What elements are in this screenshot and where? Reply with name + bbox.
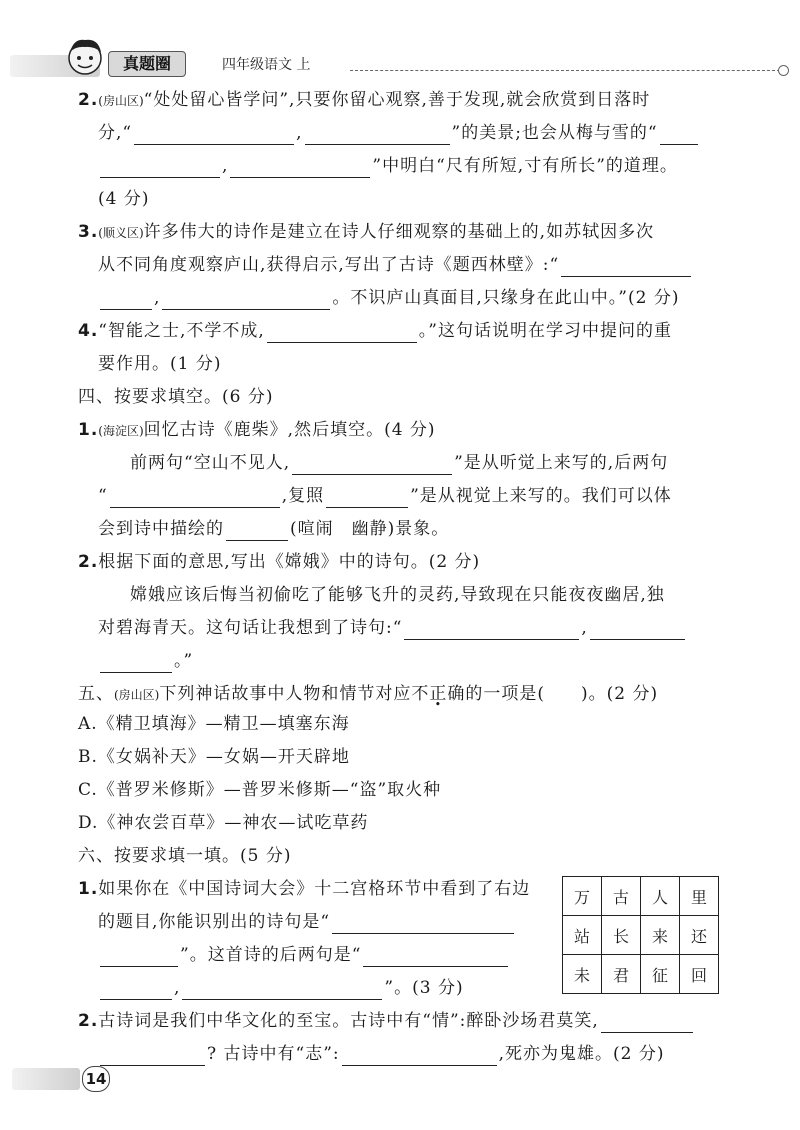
sec6-q2-line2: ? 古诗中有“志”: ,死亦为鬼雄。(2 分): [98, 1042, 665, 1066]
header-subtitle: 四年级语文 上: [222, 57, 311, 73]
header-divider: [350, 70, 780, 71]
answer-blank[interactable]: [100, 948, 178, 967]
sec4-q2-title: 2.根据下面的意思,写出《嫦娥》中的诗句。(2 分): [78, 552, 481, 572]
answer-blank[interactable]: [134, 126, 294, 145]
sec6-q1-line4: , ”。(3 分): [98, 976, 464, 1000]
poem-character-grid: [562, 876, 719, 994]
section5-title: 五、(房山区)下列神话故事中人物和情节对应不正确的一项是( )。(2 分): [78, 684, 659, 704]
option-d: D.《神农尝百草》—神农—试吃草药: [78, 813, 369, 833]
grid-row: [563, 955, 719, 994]
sec6-q2-line1: 2.古诗词是我们中华文化的至宝。古诗中有“情”:醉卧沙场君莫笑,: [78, 1009, 695, 1033]
option-a: A.《精卫填海》—精卫—填塞东海: [78, 714, 350, 734]
answer-blank[interactable]: [162, 291, 330, 310]
header-badge: 真题圈: [108, 51, 186, 77]
section6-title: 六、按要求填一填。(5 分): [78, 846, 292, 866]
grid-row: [563, 916, 719, 955]
answer-blank[interactable]: [110, 489, 280, 508]
grid-row: [563, 877, 719, 916]
sec4-q1-line1: 前两句“空山不见人, ”是从听觉上来写的,后两句: [130, 453, 669, 473]
grid-cell[interactable]: 里: [680, 877, 719, 916]
grid-cell[interactable]: 还: [680, 916, 719, 955]
answer-blank[interactable]: [404, 621, 579, 640]
grid-cell[interactable]: 未: [563, 955, 602, 994]
answer-blank[interactable]: [342, 1047, 497, 1066]
section4-title: 四、按要求填空。(6 分): [78, 387, 274, 407]
sec4-q1-line3: 会到诗中描绘的 (喧闹 幽静)景象。: [98, 519, 450, 539]
header-divider-end: [778, 65, 789, 76]
answer-blank[interactable]: [363, 948, 508, 967]
option-c: C.《普罗米修斯》—普罗米修斯—“盗”取火种: [78, 780, 442, 800]
grid-cell[interactable]: 万: [563, 877, 602, 916]
answer-blank[interactable]: [230, 159, 370, 178]
sec4-q2-line2: 对碧海青天。这句话让我想到了诗句:“ ,: [98, 616, 687, 640]
sec4-q2-line3: 。”: [98, 649, 193, 673]
sec4-q1-line2: “ ,复照 ”是从视觉上来写的。我们可以体: [98, 486, 672, 506]
q4-line1: 4.“智能之士,不学不成, 。”这句话说明在学习中提问的重: [78, 321, 672, 341]
answer-blank[interactable]: [292, 456, 452, 475]
answer-blank[interactable]: [100, 159, 220, 178]
answer-blank[interactable]: [100, 291, 152, 310]
q2-line4: (4 分): [98, 189, 150, 209]
sec4-q2-line1: 嫦娥应该后悔当初偷吃了能够飞升的灵药,导致现在只能夜夜幽居,独: [130, 585, 665, 605]
answer-blank[interactable]: [100, 981, 172, 1000]
answer-blank[interactable]: [182, 981, 382, 1000]
sec4-q1-title: 1.(海淀区)回忆古诗《鹿柴》,然后填空。(4 分): [78, 420, 436, 440]
q3-line1: 3.(顺义区)许多伟大的诗作是建立在诗人仔细观察的基础上的,如苏轼因多次: [78, 222, 655, 242]
grid-cell[interactable]: 回: [680, 955, 719, 994]
answer-blank[interactable]: [100, 654, 172, 673]
answer-blank[interactable]: [267, 324, 417, 343]
q3-line3: , 。不识庐山真面目,只缘身在此山中。”(2 分): [98, 286, 680, 310]
answer-blank[interactable]: [590, 621, 685, 640]
sec6-q1-line3: ”。这首诗的后两句是“: [98, 943, 510, 967]
answer-blank[interactable]: [305, 126, 450, 145]
sec6-q1-line2: 的题目,你能识别出的诗句是“: [98, 910, 516, 934]
q3-line2: 从不同角度观察庐山,获得启示,写出了古诗《题西林壁》:“: [98, 253, 693, 277]
grid-cell[interactable]: 征: [641, 955, 680, 994]
mascot-icon: [62, 34, 108, 80]
answer-blank[interactable]: [326, 489, 408, 508]
grid-cell[interactable]: 君: [602, 955, 641, 994]
answer-blank[interactable]: [561, 258, 691, 277]
answer-blank[interactable]: [100, 1047, 205, 1066]
sec6-q1-line1: 1.如果你在《中国诗词大会》十二宫格环节中看到了右边: [78, 879, 531, 899]
q2-line3: , ”中明白“尺有所短,寸有所长”的道理。: [98, 154, 678, 178]
q2-line1: 2.(房山区)“处处留心皆学问”,只要你留心观察,善于发现,就会欣赏到日落时: [78, 90, 651, 110]
footer-band: [12, 1068, 80, 1090]
grid-cell[interactable]: 古: [602, 877, 641, 916]
answer-blank[interactable]: [226, 522, 288, 541]
page-number: 14: [82, 1066, 110, 1092]
grid-cell[interactable]: 长: [602, 916, 641, 955]
grid-cell[interactable]: 人: [641, 877, 680, 916]
q2-line2: 分,“ , ”的美景;也会从梅与雪的“: [98, 121, 700, 145]
answer-blank[interactable]: [332, 915, 514, 934]
answer-blank[interactable]: [660, 126, 698, 145]
grid-cell[interactable]: 站: [563, 916, 602, 955]
answer-blank[interactable]: [601, 1014, 693, 1033]
grid-cell[interactable]: 来: [641, 916, 680, 955]
option-b: B.《女娲补天》—女娲—开天辟地: [78, 747, 350, 767]
q4-line2: 要作用。(1 分): [98, 354, 222, 374]
